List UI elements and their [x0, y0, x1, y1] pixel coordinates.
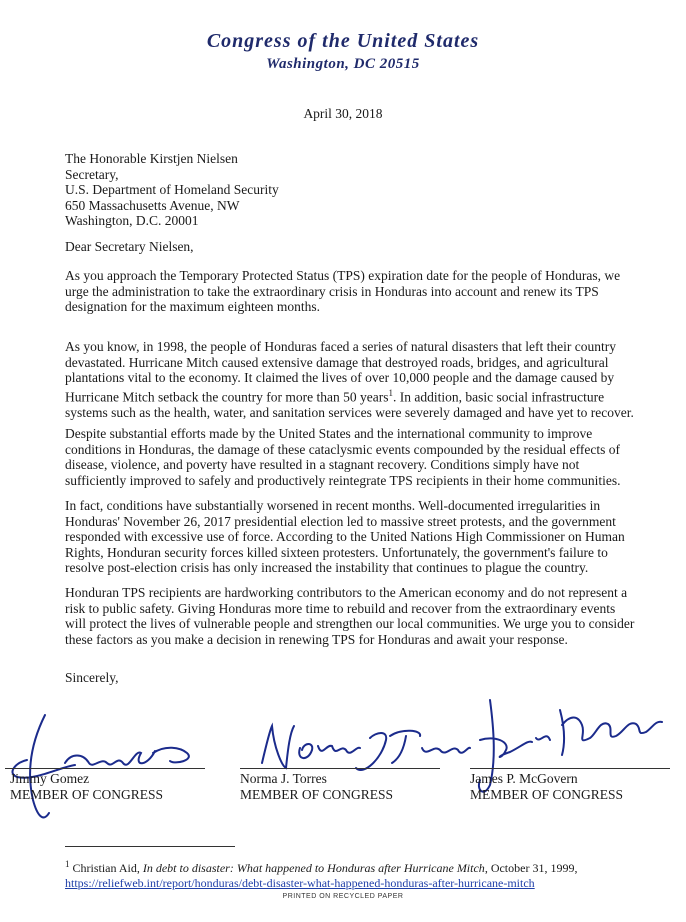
- signer-name: Norma J. Torres: [240, 771, 327, 786]
- letterhead-title: Congress of the United States: [206, 30, 480, 52]
- letterhead: [0, 30, 686, 73]
- address-line: 650 Massachusetts Avenue, NW: [65, 197, 240, 213]
- footnote-mark: 1: [65, 859, 70, 869]
- signature-line: [470, 768, 670, 769]
- footnote-source-prefix: Christian Aid,: [69, 861, 143, 875]
- signer-title: MEMBER OF CONGRESS: [10, 787, 164, 802]
- signature-line: [5, 768, 205, 769]
- footnote: [65, 857, 655, 891]
- closing: Sincerely,: [65, 670, 119, 685]
- paragraph-tail: . In addition, basic social infrastructure systems such as the health, water, and sanitation services were severely damaged and have yet to recover.: [65, 389, 634, 420]
- signer-name: James P. McGovern: [470, 771, 578, 786]
- footnote-divider: [65, 846, 235, 847]
- recycled-paper-notice: PRINTED ON RECYCLED PAPER: [282, 893, 404, 900]
- footnote-link[interactable]: https://reliefweb.int/report/honduras/debt-disaster-what-happened-honduras-after-hurricane-mitch: [65, 876, 535, 890]
- letterhead-city: Washington, DC 20515: [266, 56, 420, 72]
- signer-block: [240, 771, 393, 803]
- address-line: Secretary,: [65, 166, 119, 182]
- address-line: U.S. Department of Homeland Security: [65, 182, 279, 198]
- footnote-source-title: In debt to disaster: What happened to Honduras after Hurricane Mitch: [142, 861, 485, 875]
- recipient-address: [65, 151, 635, 229]
- address-line: Washington, D.C. 20001: [65, 213, 199, 229]
- paragraph-body: As you know, in 1998, the people of Honduras faced a series of natural disasters that left their country devastated. Hurricane Mitch caused extensive damage that destroyed roads, bridges, and agricultural plantations vital to the economy. It claimed the lives of over 10,000 people and the damage caused by Hurricane Mitch setback the country for more than 50 years: [65, 339, 616, 405]
- paragraph: As you approach the Temporary Protected Status (TPS) expiration date for the people of Honduras, we urge the administration to take the extraordinary crisis in Honduras into account and renew its TPS designation for the maximum eighteen months.: [65, 268, 621, 315]
- paragraph: Honduran TPS recipients are hardworking contributors to the American economy and do not represent a risk to public safety. Giving Honduras more time to rebuild and recover from the extraordinary events will protect the lives of vulnerable people and strengthen our local communities. We urge you to consider these factors as you make a decision in renewing TPS for Honduras and await your response.: [65, 585, 635, 647]
- signer-title: MEMBER OF CONGRESS: [470, 787, 624, 802]
- signer-name: Jimmy Gomez: [10, 771, 90, 786]
- signature-torres-stroke: [262, 726, 470, 770]
- signer-block: [470, 771, 623, 803]
- paragraph: Despite substantial efforts made by the United States and the international community to improve conditions in Honduras, the damage of these cataclysmic events compounded by the residual effects of disease, violence, and poverty have resulted in a stagnant recovery. Conditions simply have not sufficiently improved to safely and productively reintegrate TPS recipients in their home communities.: [65, 426, 621, 488]
- footnote-source-date: , October 31, 1999,: [484, 861, 578, 875]
- salutation: Dear Secretary Nielsen,: [65, 239, 194, 254]
- letter-date: April 30, 2018: [303, 106, 383, 121]
- paragraph: [65, 339, 635, 420]
- address-line: The Honorable Kirstjen Nielsen: [65, 151, 238, 166]
- signature-line: [240, 768, 440, 769]
- signer-title: MEMBER OF CONGRESS: [240, 787, 394, 802]
- paragraph: In fact, conditions have substantially worsened in recent months. Well-documented irregularities in Honduras' November 26, 2017 presidential election led to massive street protests, and the government responded with excessive use of force. According to the United Nations High Commissioner on Human Rights, Honduran security forces killed sixteen protesters. Unfortunately, the government's failure to resolve post-election crisis has only increased the instability that continues to plague the country.: [65, 498, 625, 576]
- footnote-ref[interactable]: 1: [388, 387, 394, 398]
- signer-block: [10, 771, 163, 803]
